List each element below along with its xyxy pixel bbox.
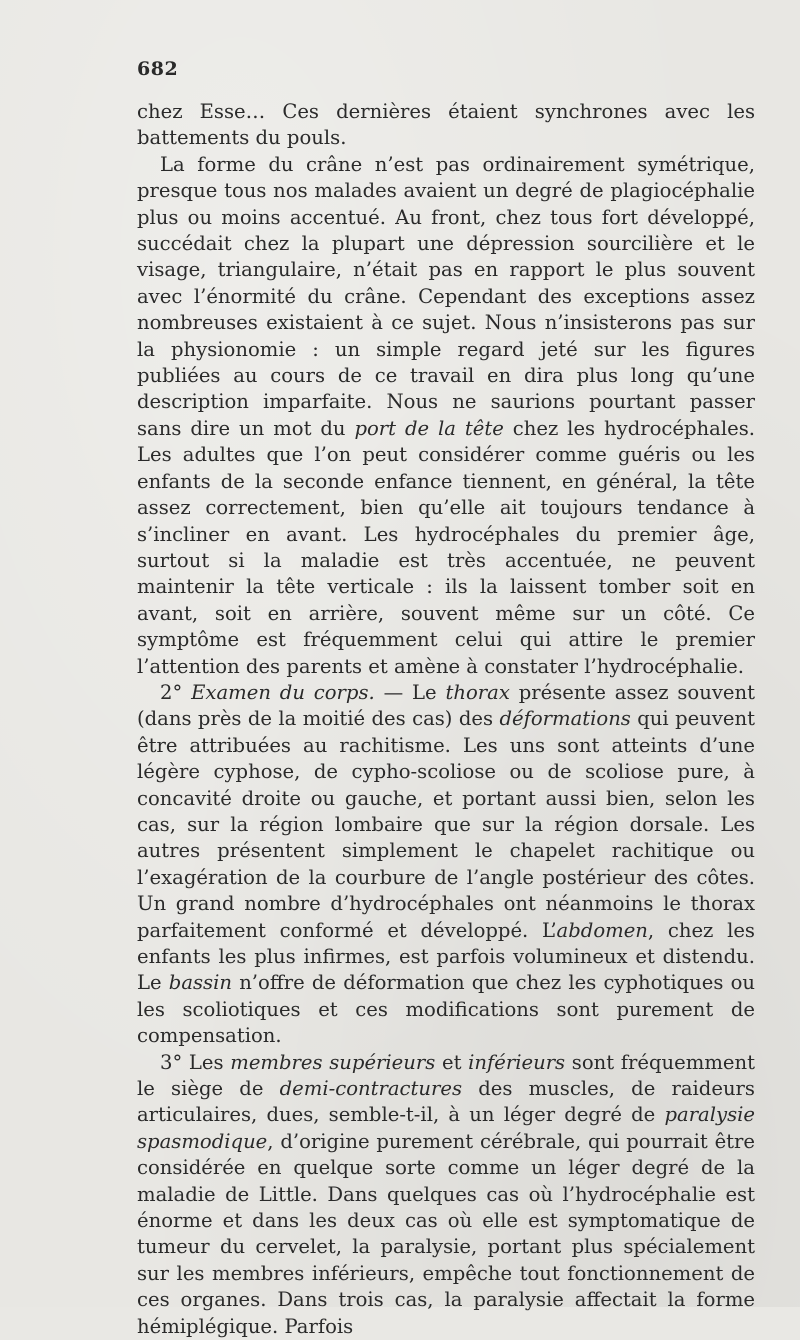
text-run: 3° Les (160, 1050, 231, 1074)
italic-text: demi-contractures (279, 1077, 463, 1101)
text-run: des muscles, de raideurs articulaires, dues, semble-t-il, à un léger degré de (137, 1077, 755, 1127)
body-text (137, 99, 755, 1340)
text-run: présente assez souvent (dans près de la moitié des cas) des (137, 680, 755, 731)
italic-text: Examen du corps. (191, 680, 375, 704)
text-run: , d’origine purement cérébrale, qui pourrait être considérée en quelque sorte comme un léger degré de la maladie de Little. Dans quelques cas où l’hydrocéphalie est énorme et dans les deux cas où elle est symptomatique de tumeur du cervelet, la paralysie, portant plus spécialement sur les membres inférieurs, empêche tout fonctionnement de ces organes. Dans trois cas, la paralysie affectait la forme hémiplégique. Parfois (137, 1129, 755, 1338)
italic-text: abdomen (556, 918, 648, 942)
text-run: 2° (160, 680, 192, 704)
paragraph (137, 680, 755, 1050)
text-run: et (435, 1050, 469, 1074)
italic-text: port de la tête (354, 416, 504, 440)
paragraph (137, 152, 755, 680)
italic-text: membres supérieurs (230, 1050, 436, 1074)
text-run: — Le (374, 680, 446, 704)
paragraph (137, 99, 755, 152)
text-run: chez Esse… Ces dernières étaient synchrones avec les battements du pouls. (137, 100, 755, 150)
text-run: qui peuvent être attribuées au rachitisme. Les uns sont atteints d’une légère cyphose, de cypho-scoliose ou de scoliose pure, à concavité droite ou gauche, et portant aussi bien, selon les cas, sur la région lombaire que sur la région dorsale. Les autres présentent simplement le chapelet rachitique ou l’exagération de la courbure de l’angle postérieur des côtes. Un grand nombre d’hydrocéphales ont néanmoins le thorax parfaitement conformé et développé. L’ (137, 707, 755, 942)
italic-text: thorax (445, 680, 510, 704)
italic-text: déformations (499, 707, 631, 731)
text-run: chez les hydrocéphales. Les adultes que l’on peut considérer comme guéris ou les enfants de la seconde enfance tiennent, en général, la tête assez correctement, bien qu’elle ait toujours tendance à s’incliner en avant. Les hydrocéphales du premier âge, surtout si la maladie est très accentuée, ne peuvent maintenir la tête verticale : ils la laissent tomber soit en avant, soit en arrière, souvent même sur un côté. Ce symptôme est fréquemment celui qui attire le premier l’attention des parents et amène à constater l’hydrocéphalie. (137, 416, 755, 678)
italic-text: bassin (168, 971, 233, 995)
text-run: sont fréquemment le siège de (137, 1050, 756, 1101)
text-run: , chez les enfants les plus infirmes, est parfois volumineux et distendu. Le (137, 918, 755, 995)
italic-text: paralysie spasmodique (137, 1103, 755, 1153)
text-run: n’offre de déformation que chez les cyphotiques ou les scoliotiques et ces modifications sont purement de compensation. (137, 971, 755, 1048)
paragraph (137, 1050, 755, 1340)
text-run: La forme du crâne n’est pas ordinairement symétrique, presque tous nos malades avaient un degré de plagiocéphalie plus ou moins accentué. Au front, chez tous fort développé, succédait chez la plupart une dépression sourcilière et le visage, triangulaire, n’était pas en rapport le plus souvent avec l’énormité du crâne. Cependant des exceptions assez nombreuses existaient à ce sujet. Nous n’insisterons pas sur la physionomie : un simple regard jeté sur les figures publiées au cours de ce travail en dira plus long qu’une description imparfaite. Nous ne saurions pourtant passer sans dire un mot du (137, 152, 755, 440)
italic-text: inférieurs (468, 1050, 566, 1074)
page-number: 682 (137, 58, 179, 80)
